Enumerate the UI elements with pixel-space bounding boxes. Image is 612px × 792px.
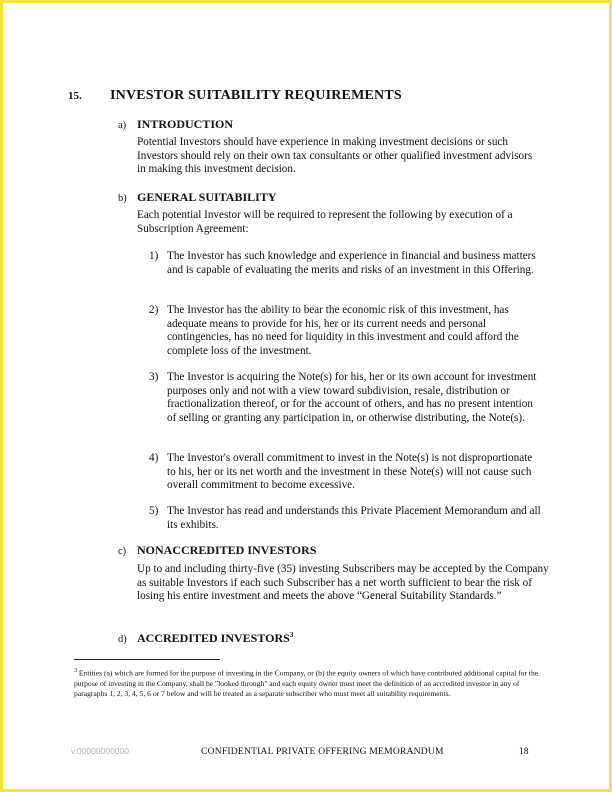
subsection-b-text: Each potential Investor will be required to represent the following by execution of a Subscription Agreement: xyxy=(137,209,513,235)
list-item-number: 3) xyxy=(149,371,159,383)
subsection-c-title: NONACCREDITED INVESTORS xyxy=(137,543,317,557)
subsection-c-text: Up to and including thirty-five (35) investing Subscribers may be accepted by the Company as suitable Investors if each such Subscriber has a net worth sufficient to bear the risk of losing his entire investment and meets the above “General Suitability Standards.” xyxy=(137,563,549,603)
subsection-d-letter: d) xyxy=(118,634,127,645)
list-item: The Investor is acquiring the Note(s) for his, her or its own account for investment purposes only and not with a view toward subdivision, resale, distribution or fractionalization thereof, or for the account of others, and has no present intention of selling or granting any participation in, or otherwise distributing, the Note(s). xyxy=(167,371,537,424)
subsection-b-letter: b) xyxy=(118,193,127,204)
subsection-a-letter: a) xyxy=(118,120,127,131)
subsection-a-text: Potential Investors should have experience in making investment decisions or such Investors should rely on their own tax consultants or other qualified investment advisors in making this investment decision. xyxy=(137,136,533,176)
list-item-number: 5) xyxy=(149,505,159,517)
list-item: The Investor has the ability to bear the economic risk of this investment, has adequate means to provide for his, her or its current needs and personal contingencies, has no need for liquidity in this investment and could afford the complete loss of the investment. xyxy=(167,304,519,357)
footnote-divider xyxy=(74,659,220,660)
list-item-number: 2) xyxy=(149,304,159,316)
document-page xyxy=(3,3,609,789)
footer-version-ref: v.00000000000 xyxy=(71,746,129,756)
list-item: The Investor has such knowledge and experience in financial and business matters and is capable of evaluating the merits and risks of an investment in this Offering. xyxy=(167,250,536,276)
subsection-d-title-text: ACCREDITED INVESTORS xyxy=(137,631,290,645)
footnote-text: Entities (a) which are formed for the purpose of investing in the Company, or (b) the equity owners of which have contributed additional capital for the purpose of investing in the Company, shall be "looked through" and each equity owner must meet the definition of an accredited investor in any of paragraphs 1, 2, 3, 4, 5, 6 or 7 below and will be treated as a separate subscriber who must meet all suitability requirements. xyxy=(74,668,539,698)
footnote-mark: 3 xyxy=(74,668,77,674)
subsection-c-letter: c) xyxy=(118,546,127,557)
subsection-d-title xyxy=(137,631,293,646)
subsection-b-title: GENERAL SUITABILITY xyxy=(137,190,277,204)
list-item: The Investor has read and understands this Private Placement Memorandum and all its exhibits. xyxy=(167,505,541,531)
list-item-number: 1) xyxy=(149,250,159,262)
section-title: INVESTOR SUITABILITY REQUIREMENTS xyxy=(110,88,402,103)
list-item-number: 4) xyxy=(149,452,159,464)
section-number: 15. xyxy=(68,90,82,102)
footnote-reference[interactable]: 3 xyxy=(289,631,294,639)
page-number: 18 xyxy=(519,746,529,757)
subsection-a-title: INTRODUCTION xyxy=(137,117,234,131)
footer-title: CONFIDENTIAL PRIVATE OFFERING MEMORANDUM xyxy=(201,746,444,757)
list-item: The Investor's overall commitment to invest in the Note(s) is not disproportionate to his, her or its net worth and the investment in these Note(s) will not cause such overall commitment to become excessive. xyxy=(167,452,533,492)
footnote xyxy=(74,666,544,699)
